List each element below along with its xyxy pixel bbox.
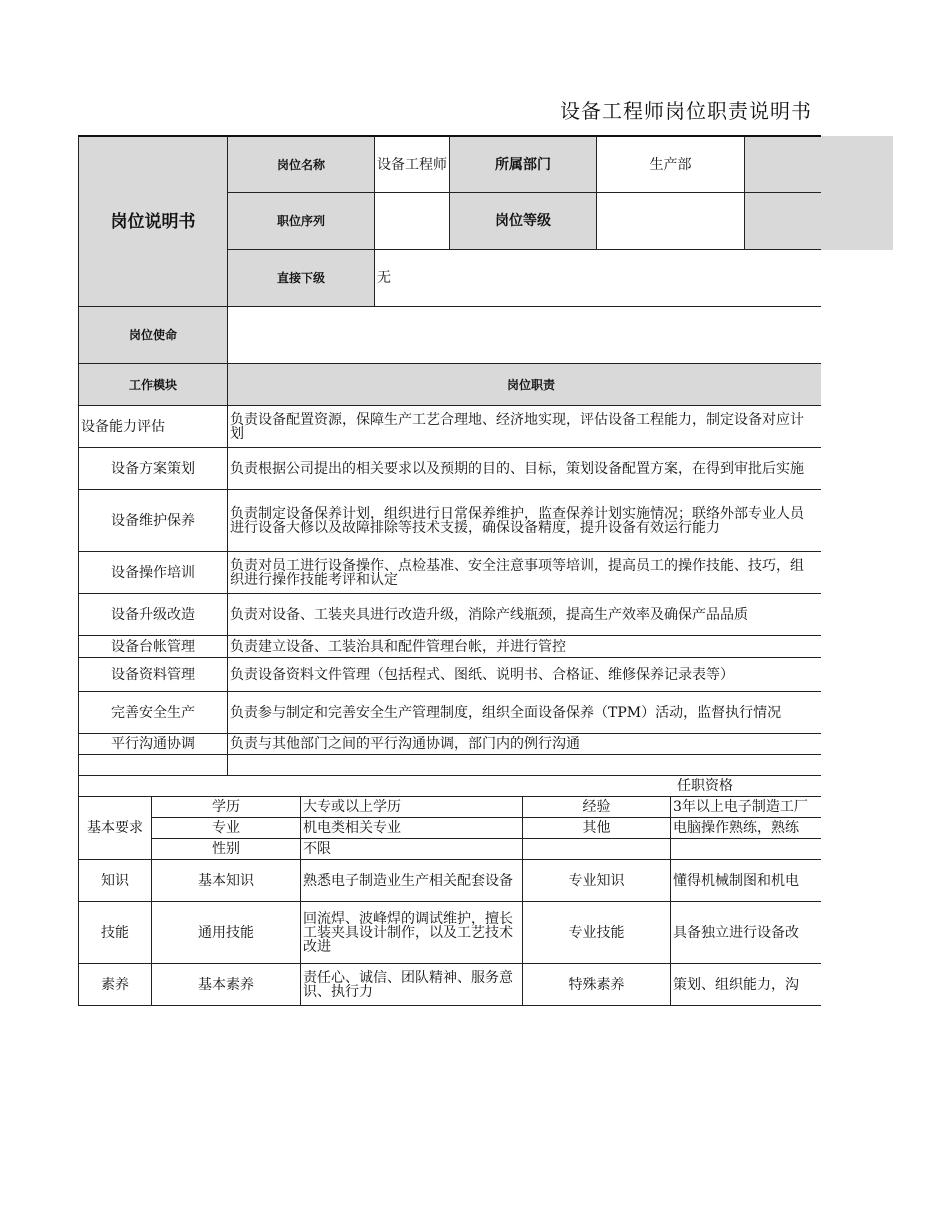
general-skill-value: 回流焊、波峰焊的调试维护，擅长工装夹具设计制作，以及工艺技术改进 <box>301 902 523 964</box>
basic-knowledge-value: 熟悉电子制造业生产相关配套设备 <box>301 860 523 902</box>
grade-label: 岗位等级 <box>450 193 597 250</box>
basic-quality-label: 基本素养 <box>152 964 301 1006</box>
special-quality-label: 特殊素养 <box>523 964 671 1006</box>
empty-cell <box>523 839 671 860</box>
other-label: 其他 <box>523 818 671 839</box>
professional-skill-label: 专业技能 <box>523 902 671 964</box>
duty-text: 负责设备资料文件管理（包括程式、图纸、说明书、合格证、维修保养记录表等） <box>228 658 821 692</box>
duty-module: 完善安全生产 <box>78 692 228 734</box>
duty-text: 负责建立设备、工装治具和配件管理台帐，并进行管控 <box>228 636 821 658</box>
header-gray-cell <box>745 193 821 250</box>
page-title: 设备工程师岗位职责说明书 <box>560 99 812 123</box>
duty-module: 设备操作培训 <box>78 552 228 594</box>
education-value: 大专或以上学历 <box>301 797 523 818</box>
duty-text: 负责对员工进行设备操作、点检基准、安全注意事项等培训，提高员工的操作技能、技巧，组织进行操作技能考评和认定 <box>228 552 821 594</box>
duty-text: 负责根据公司提出的相关要求以及预期的目的、目标，策划设备配置方案，在得到审批后实施 <box>228 448 821 490</box>
general-skill-label: 通用技能 <box>152 902 301 964</box>
subordinate-label: 直接下级 <box>228 250 375 307</box>
skill-label: 技能 <box>78 902 152 964</box>
empty-row <box>228 755 821 776</box>
empty-row <box>78 755 228 776</box>
gender-label: 性别 <box>152 839 301 860</box>
post-name-label: 岗位名称 <box>228 135 375 193</box>
module-header: 工作模块 <box>78 364 228 406</box>
department-label: 所属部门 <box>450 135 597 193</box>
professional-skill-value: 具备独立进行设备改 <box>671 902 821 964</box>
gender-value: 不限 <box>301 839 523 860</box>
header-gray-cell <box>745 135 821 193</box>
mission-value <box>228 307 821 364</box>
sequence-value <box>375 193 450 250</box>
duty-header: 岗位职责 <box>228 364 821 406</box>
duty-text: 负责设备配置资源，保障生产工艺合理地、经济地实现，评估设备工程能力，制定设备对应计划 <box>228 406 821 448</box>
doc-label: 岗位说明书 <box>78 135 228 307</box>
duty-module: 设备升级改造 <box>78 594 228 636</box>
duty-text: 负责对设备、工装夹具进行改造升级，消除产线瓶颈，提高生产效率及确保产品品质 <box>228 594 821 636</box>
post-name-value: 设备工程师 <box>375 135 450 193</box>
major-label: 专业 <box>152 818 301 839</box>
duty-module: 设备维护保养 <box>78 490 228 552</box>
duty-text: 负责制定设备保养计划，组织进行日常保养维护，监查保养计划实施情况；联络外部专业人员进行设备大修以及故障排除等技术支援，确保设备精度，提升设备有效运行能力 <box>228 490 821 552</box>
basic-quality-value: 责任心、诚信、团队精神、服务意识、执行力 <box>301 964 523 1006</box>
sequence-label: 职位序列 <box>228 193 375 250</box>
duty-text: 负责参与制定和完善安全生产管理制度，组织全面设备保养（TPM）活动，监督执行情况 <box>228 692 821 734</box>
basic-knowledge-label: 基本知识 <box>152 860 301 902</box>
qualifications-title: 任职资格 <box>78 776 821 797</box>
professional-knowledge-value: 懂得机械制图和机电 <box>671 860 821 902</box>
header-gray-overflow <box>821 136 893 250</box>
education-label: 学历 <box>152 797 301 818</box>
experience-value: 3年以上电子制造工厂 <box>671 797 821 818</box>
duty-module: 设备资料管理 <box>78 658 228 692</box>
special-quality-value: 策划、组织能力，沟 <box>671 964 821 1006</box>
department-value: 生产部 <box>597 135 745 193</box>
duty-module: 设备台帐管理 <box>78 636 228 658</box>
experience-label: 经验 <box>523 797 671 818</box>
basic-label: 基本要求 <box>78 797 152 860</box>
duty-module: 设备方案策划 <box>78 448 228 490</box>
quality-label: 素养 <box>78 964 152 1006</box>
subordinate-value: 无 <box>375 250 821 307</box>
duty-text: 负责与其他部门之间的平行沟通协调，部门内的例行沟通 <box>228 734 821 755</box>
other-value: 电脑操作熟练，熟练 <box>671 818 821 839</box>
mission-label: 岗位使命 <box>78 307 228 364</box>
duty-module: 设备能力评估 <box>78 406 228 448</box>
empty-cell <box>671 839 821 860</box>
major-value: 机电类相关专业 <box>301 818 523 839</box>
grade-value <box>597 193 745 250</box>
professional-knowledge-label: 专业知识 <box>523 860 671 902</box>
knowledge-label: 知识 <box>78 860 152 902</box>
duty-module: 平行沟通协调 <box>78 734 228 755</box>
